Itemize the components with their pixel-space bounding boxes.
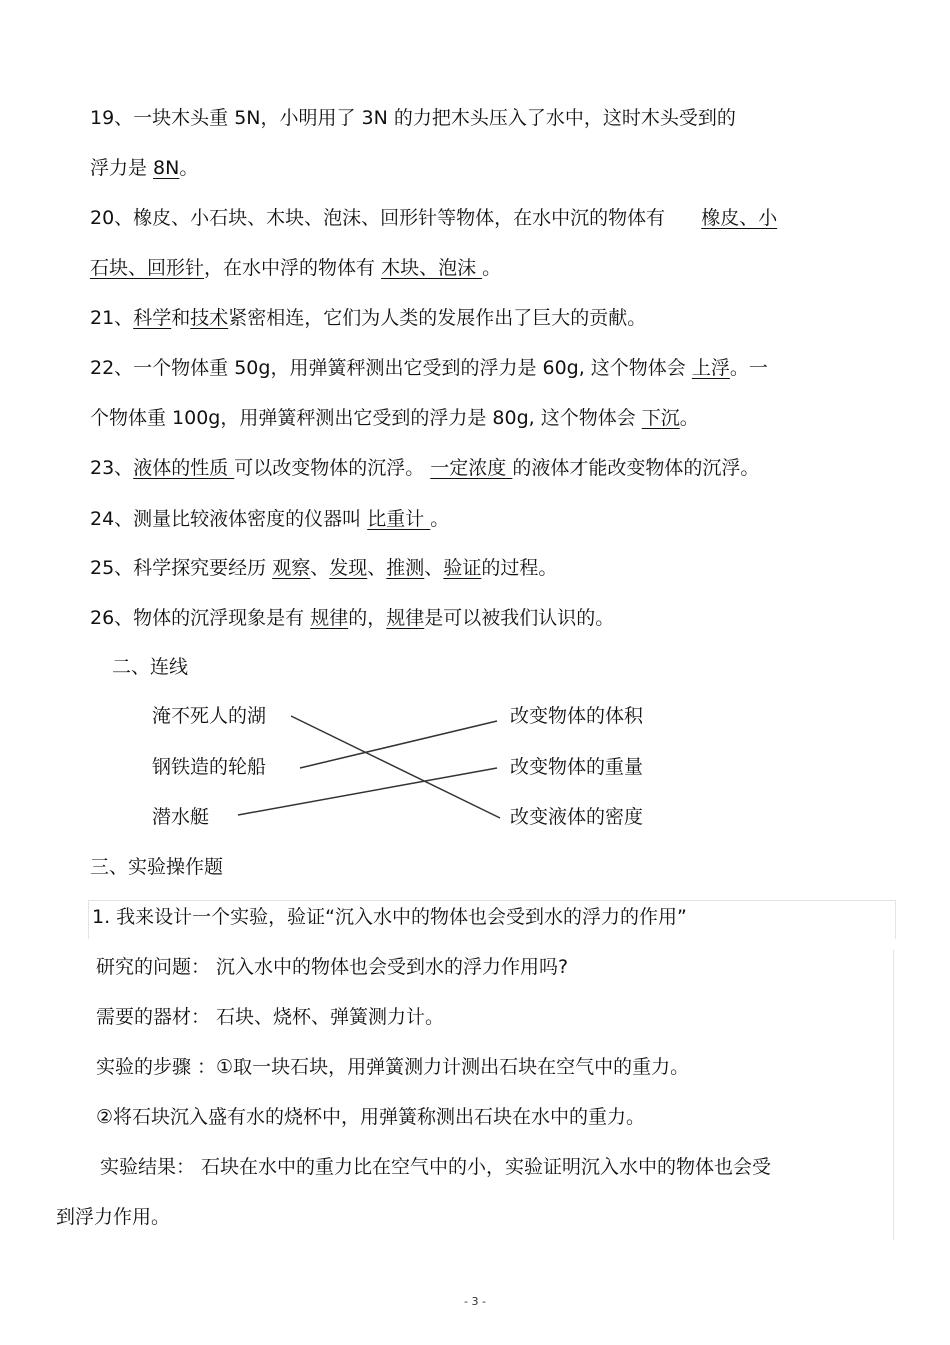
q20-answer1-part1: 橡皮、小 — [701, 207, 778, 229]
q26-answer2: 规律 — [386, 607, 425, 629]
experiment-step1: 实验的步骤 ：①取一块石块，用弹簧测力计测出石块在空气中的重力。 — [96, 1056, 690, 1078]
q19-end: 。 — [179, 157, 199, 179]
q26-text2: 的， — [348, 607, 387, 629]
q24-answer: 比重计 — [367, 508, 431, 530]
q20-end: 。 — [482, 257, 502, 279]
q22-answer1: 上浮 — [691, 357, 730, 379]
q19-text: 浮力是 — [90, 157, 154, 179]
q23-answer2: 一定浓度 — [430, 457, 513, 479]
q26-text: 26、物体的沉浮现象是有 — [90, 607, 311, 629]
q25-answer4: 验证 — [443, 557, 482, 579]
match-left-item: 潜水艇 — [152, 806, 210, 828]
q25-sep3: 、 — [424, 557, 444, 579]
match-left-item: 钢铁造的轮船 — [152, 756, 267, 778]
q19-line1: 19、一块木头重 5N，小明用了 3N 的力把木头压入了水中，这时木头受到的 — [90, 107, 736, 129]
q25-sep1: 、 — [310, 557, 330, 579]
experiment-result-line2: 到浮力作用。 — [56, 1206, 171, 1228]
q20-answer1-part2: 石块、回形针 — [90, 257, 205, 279]
match-right-item: 改变物体的重量 — [510, 756, 644, 778]
q23-text1: 可以改变物体的沉浮。 — [234, 457, 431, 479]
match-right-item: 改变液体的密度 — [510, 806, 644, 828]
q22-text2: 。一 — [729, 357, 768, 379]
q25-sep2: 、 — [367, 557, 387, 579]
q25-answer3: 推测 — [386, 557, 425, 579]
match-right-item: 改变物体的体积 — [510, 705, 644, 727]
q23-text2: 的液体才能改变物体的沉浮。 — [512, 457, 760, 479]
q21-answer1: 科学 — [133, 307, 172, 329]
q21-text: 紧密相连，它们为人类的发展作出了巨大的贡献。 — [228, 307, 647, 329]
page-number: - 3 - — [464, 1295, 486, 1308]
experiment-materials: 需要的器材： 石块、烧杯、弹簧测力计。 — [96, 1006, 445, 1028]
match-link-line — [238, 768, 497, 815]
q22-end: 。 — [679, 407, 699, 429]
q20-answer2: 木块、泡沫 — [381, 257, 483, 279]
q21-num: 21、 — [90, 307, 134, 329]
match-link-line — [300, 721, 497, 768]
q22-text1: 22、一个物体重 50g，用弹簧秤测出它受到的浮力是 60g, 这个物体会 — [90, 357, 692, 379]
section-heading-matching: 二、连线 — [112, 656, 189, 678]
q25-answer2: 发现 — [329, 557, 368, 579]
q25-answer1: 观察 — [272, 557, 311, 579]
q23-num: 23、 — [90, 457, 134, 479]
q24-text: 24、测量比较液体密度的仪器叫 — [90, 508, 368, 530]
q19-answer: 8N — [153, 157, 180, 179]
q22-text3: 个物体重 100g，用弹簧秤测出它受到的浮力是 80g, 这个物体会 — [90, 407, 642, 429]
q24-end: 。 — [430, 508, 450, 530]
q23-answer1: 液体的性质 — [133, 457, 235, 479]
section-heading-experiment: 三、实验操作题 — [90, 856, 224, 878]
q25-text: 25、科学探究要经历 — [90, 557, 273, 579]
match-link-line — [291, 716, 500, 818]
experiment-step2: ②将石块沉入盛有水的烧杯中，用弹簧称测出石块在水中的重力。 — [96, 1106, 646, 1128]
experiment-result-line1: 实验结果： 石块在水中的重力比在空气中的小，实验证明沉入水中的物体也会受 — [100, 1156, 772, 1178]
experiment-title: 1. 我来设计一个实验，验证“沉入水中的物体也会受到水的浮力的作用” — [92, 906, 687, 928]
q26-answer1: 规律 — [310, 607, 349, 629]
match-left-item: 淹不死人的湖 — [152, 705, 267, 727]
q21-answer2: 技术 — [190, 307, 229, 329]
experiment-box-border — [893, 950, 894, 1240]
q22-answer2: 下沉 — [641, 407, 680, 429]
q20-text2: ，在水中浮的物体有 — [204, 257, 382, 279]
q21-and: 和 — [171, 307, 191, 329]
q25-end: 的过程。 — [481, 557, 558, 579]
q26-text3: 是可以被我们认识的。 — [424, 607, 615, 629]
q20-text: 20、橡皮、小石块、木块、泡沫、回形针等物体，在水中沉的物体有 — [90, 207, 666, 229]
experiment-question: 研究的问题： 沉入水中的物体也会受到水的浮力作用吗? — [96, 956, 569, 978]
